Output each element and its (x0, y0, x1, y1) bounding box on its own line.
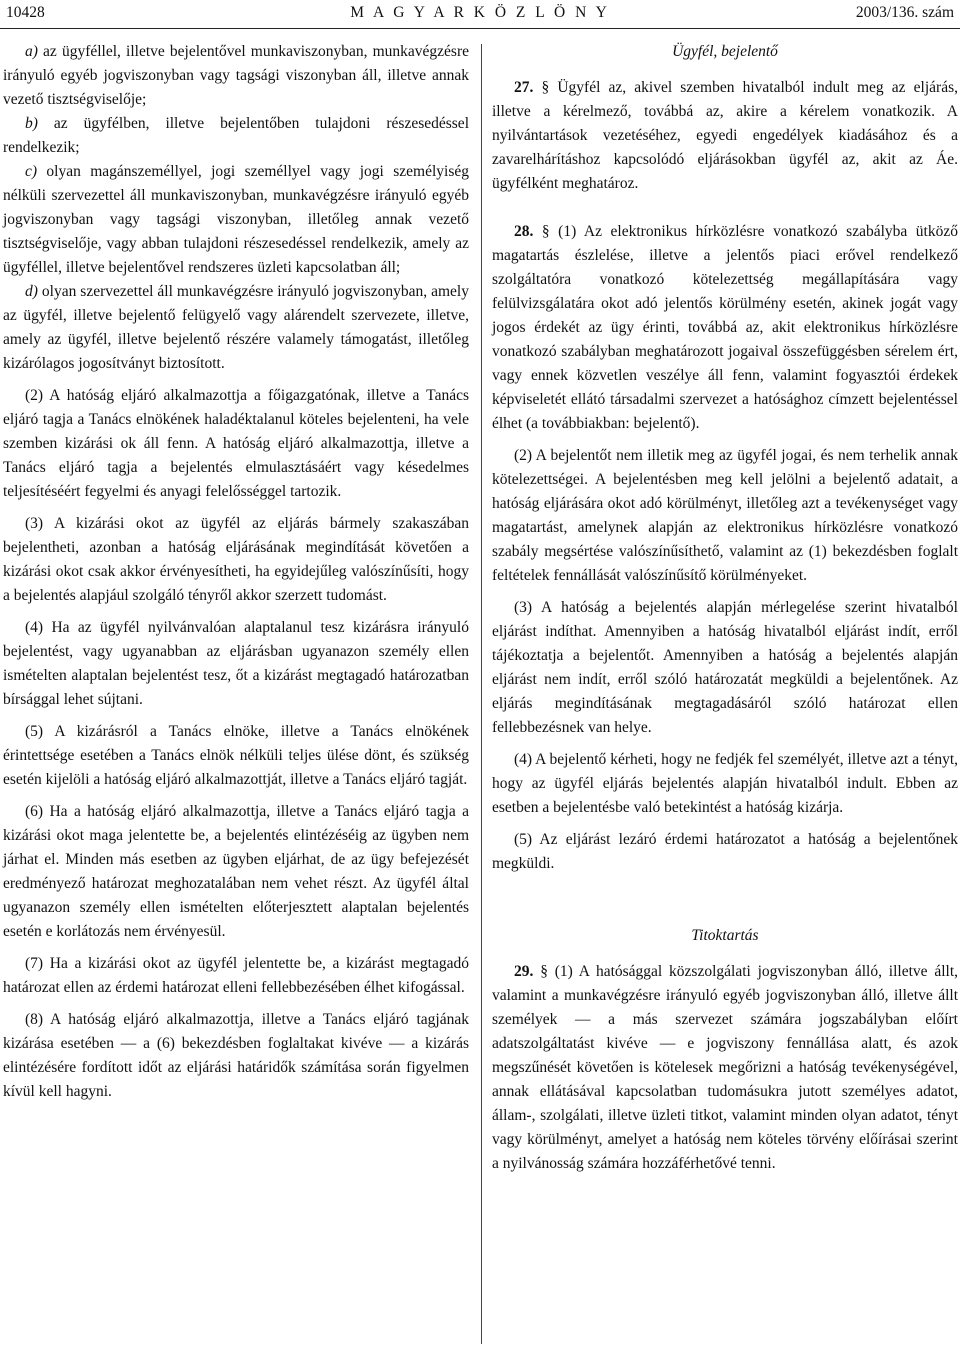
paragraph-6: (6) Ha a hatóság eljáró alkalmazottja, illetve a Tanács eljáró tagja a kizárási okot maga jelentette be, a bejelentés elintézéséig az ügyben nem járhat el. Minden más esetben az ügyben eljárhat, de az ügy befejezését eredményező határozat meghozatalában nem vehet részt. Az ügyfél által ugyanazon személy ellen ismételten előterjesztett alaptalan bejelentés esetén e korlátozás nem érvényesül. (3, 803, 469, 940)
left-column (3, 40, 469, 1104)
list-item-a (3, 40, 469, 112)
item-letter: b) (25, 115, 38, 132)
article-29 (492, 960, 958, 1176)
item-text: az ügyféllel, illetve bejelentővel munkaviszonyban, munkavégzésre irányuló egyéb jogviszonyban vagy tagsági viszonyban áll, illetve annak vezető tisztségviselője; (3, 43, 469, 108)
article-28-para-3: (3) A hatóság a bejelentés alapján mérlegelése szerint hivatalból eljárást indíthat. Amennyiben a hatóság hivatalból eljárást indít, erről tájékoztatja a bejelentőt. Amennyiben a hatóság a bejelentés alapján eljárást nem indít, erről szóló határozatát megküldi a bejelentőnek. Az eljárás megindításának megtagadásáról szóló határozat ellen fellebbezésnek van helye. (492, 599, 958, 736)
page-header (0, 4, 960, 28)
list-item-b (3, 112, 469, 160)
paragraph-3: (3) A kizárási okot az ügyfél az eljárás bármely szakaszában bejelentheti, azonban a hatóság eljárásának megindítását követően a kizárási okot csak akkor érvényesítheti, ha egyidejűleg valószínűsíti, hogy a bejelentés alapjául szolgáló tényről akkor szerzett tudomást. (3, 515, 469, 604)
list-item-d (3, 280, 469, 376)
item-letter: c) (25, 163, 38, 180)
article-28-para-5: (5) Az eljárást lezáró érdemi határozatot a hatóság a bejelentőnek megküldi. (492, 831, 958, 872)
item-letter: a) (25, 43, 38, 60)
paragraph-8: (8) A hatóság eljáró alkalmazottja, illetve a Tanács eljáró tagjának kizárása esetében — a (6) bekezdésben foglaltakat kivéve — a kizárás elintézésére fordított időt az eljárási határidők számítása során figyelmen kívül kell hagyni. (3, 1011, 469, 1100)
paragraph-4: (4) Ha az ügyfél nyilvánvalóan alaptalanul tesz kizárásra irányuló bejelentést, vagy ugyanabban az eljárásban ugyanazon személy ellen ismételten alaptalan bejelentést tesz, őt a kizárást megtagadó határozatban bírsággal lehet sújtani. (3, 619, 469, 708)
column-divider (481, 44, 482, 1344)
item-text: olyan magánszeméllyel, jogi személlyel vagy jogi személyiség nélküli szervezettel áll munkaviszonyban, munkavégzésre irányuló egyéb jogviszonyban vagy tagsági viszonyban, illetőleg annak vezető tisztségviselője, vagy abban tulajdoni részesedéssel rendelkezik, amely az ügyféllel, illetve bejelentővel rendszeres üzleti kapcsolatban áll; (3, 163, 469, 276)
issue-number: 2003/136. szám (855, 4, 954, 21)
article-text: § (1) A hatósággal közszolgálati jogviszonyban álló, illetve állt, valamint a munkavégzésre irányuló egyéb jogviszonyban álló, illetve állt személyek — a más szervezet számára jogszabályban előírt adatszolgáltatást kivéve — e jogviszony fennállása alatt, és azok megszűnését követően is kötelesek megőrizni a hatóság tevékenységével, annak ellátásával kapcsolatban tudomásukra jutott személyes adatot, állam-, szolgálati, illetve üzleti titkot, valamint minden olyan adatot, tényt vagy körülményt, amelyet a hatóság nem köteles törvény előírásai szerint a nyilvánosság számára hozzáférhetővé tenni. (492, 963, 958, 1172)
list-item-c (3, 160, 469, 280)
paragraph-2: (2) A hatóság eljáró alkalmazottja a főigazgatónak, illetve a Tanács eljáró tagja a Tanács elnökének haladéktalanul köteles bejelenteni, ha vele szemben kizárási ok áll fenn. A hatóság eljáró alkalmazottja, illetve a Tanács eljáró tagja a bejelentés elmulasztásáért vagy késedelmes teljesítéséért fegyelmi és anyagi felelősséggel tartozik. (3, 387, 469, 500)
page-number: 10428 (6, 4, 45, 21)
item-text: olyan szervezettel áll munkavégzésre irányuló jogviszonyban, amely az ügyfél, illetve bejelentő felügyelő vagy alárendelt szervezete, illetve, amely az ügyfél, illetve bejelentő részére valamely támogatást, illetőleg kizárólagos jogosítványt biztosított. (3, 283, 469, 372)
article-28-para-4: (4) A bejelentő kérheti, hogy ne fedjék fel személyét, illetve azt a tényt, hogy az ügyfél eljárás bejelentés alapján hivatalból indult. Ebben az esetben a bejelentésbe való betekintést a hatóság kizárja. (492, 751, 958, 816)
paragraph-7: (7) Ha a kizárási okot az ügyfél jelentette be, a kizárást megtagadó határozat ellen az érdemi határozat elleni fellebbezésében élhet kifogással. (3, 955, 469, 996)
article-text: § (1) Az elektronikus hírközlésre vonatkozó szabályba ütköző magatartás észlelése, illetve a jelentős piaci erővel rendelkező szolgáltatóra vonatkozó kötelezettség megállapítására vagy felülvizsgálatára okot adó jelentős körülmény esetén, akinek jogát vagy jogos érdekét az ügy érinti, továbbá az, akit elektronikus hírközlésre vonatkozó szabályban meghatározott jogaival összefüggésben sérelem ért, vagy ennek közvetlen veszélye áll fenn, valamint fogyasztói érdekek képviseletét ellátó társadalmi szervezet a hatósághoz címzett bejelentéssel élhet (a továbbiakban: bejelentő). (492, 223, 958, 432)
article-number: 29. (514, 963, 534, 980)
article-28 (492, 220, 958, 436)
article-text: § Ügyfél az, akivel szemben hivatalból indult meg az eljárás, illetve a kérelmező, továbbá az, akire a kérelem vonatkozik. A nyilvántartások vezetéséhez, egyedi engedélyek kiadásához és a zavarelhárításhoz kapcsolódó eljárásokban ügyfél az, akit az Áe. ügyfélként meghatároz. (492, 79, 958, 192)
item-text: az ügyfélben, illetve bejelentőben tulajdoni részesedéssel rendelkezik; (3, 115, 469, 156)
article-27 (492, 76, 958, 196)
header-rule (0, 28, 960, 29)
article-number: 27. (514, 79, 534, 96)
section-heading-confidentiality: Titoktartás (691, 927, 759, 944)
right-column (492, 40, 958, 1176)
article-28-para-2: (2) A bejelentőt nem illetik meg az ügyfél jogai, és nem terhelik annak kötelezettségei. A bejelentésben meg kell jelölni a bejelentő adatait, a hatóság eljárására okot adó körülményt, illetőleg azt a tevékenységet vagy magatartást, amelynek alapján az elektronikus hírközlésre vonatkozó szabály megsértése valószínűsíthető, valamint az (1) bekezdésben foglalt feltételek fennállását valószínűsítő körülményeket. (492, 447, 958, 584)
article-number: 28. (514, 223, 534, 240)
section-heading-client: Ügyfél, bejelentő (672, 43, 778, 60)
paragraph-5: (5) A kizárásról a Tanács elnöke, illetve a Tanács elnökének érintettsége esetében a Tanács elnök nélküli teljes ülése dönt, és szükség esetén kijelöli a hatóság eljáró alkalmazottját, illetve a Tanács eljáró tagját. (3, 723, 469, 788)
journal-title: M A G Y A R K Ö Z L Ö N Y (350, 4, 610, 21)
item-letter: d) (25, 283, 38, 300)
